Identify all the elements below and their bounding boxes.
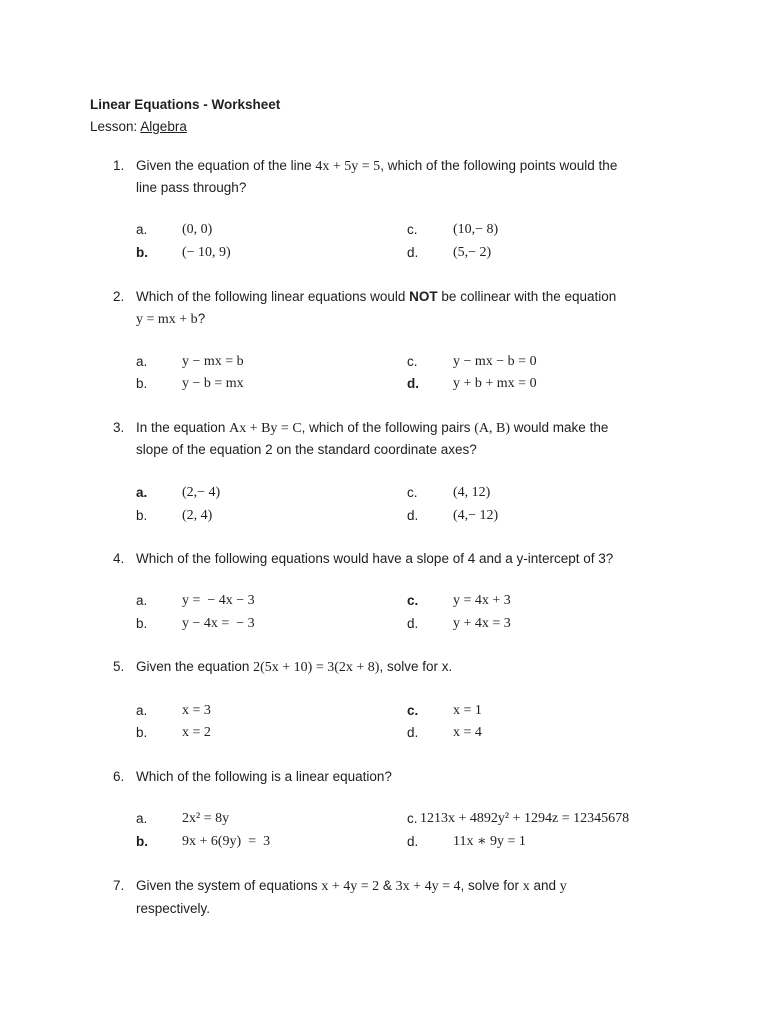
lesson-line xyxy=(90,116,280,138)
option-letter: a. xyxy=(136,485,148,500)
math-expression: x + 4y = 2 xyxy=(321,879,380,894)
math-expression: y = mx + b xyxy=(136,312,198,327)
math-expression: 3x + 4y = 4 xyxy=(395,879,461,894)
option-letter: a. xyxy=(136,222,148,237)
option-letter: a. xyxy=(136,354,148,369)
question-text: Given the system of equations x + 4y = 2 & 3x + 4y = 4, solve for x and y xyxy=(136,878,567,894)
option-letter: b. xyxy=(136,616,148,631)
question-text: Which of the following equations would have a slope of 4 and a y-intercept of 3? xyxy=(136,551,614,566)
lesson-link[interactable]: Algebra xyxy=(140,119,187,134)
option-value: (2, 4) xyxy=(182,508,213,523)
math-variable: y xyxy=(559,879,567,894)
option-value: (4, 12) xyxy=(453,485,491,500)
option-letter: d. xyxy=(407,616,419,631)
option-letter: d. xyxy=(407,834,419,849)
option-letter: c. xyxy=(407,703,419,718)
option-value: 1213x + 4892y² + 1294z = 12345678 xyxy=(420,811,630,826)
option-value: 2x² = 8y xyxy=(182,811,230,826)
option-letter: b. xyxy=(136,834,148,849)
option-letter: c. xyxy=(407,354,418,369)
option-value: 11x ∗ 9y = 1 xyxy=(453,834,526,849)
option-value: y + b + mx = 0 xyxy=(453,376,537,391)
option-letter: a. xyxy=(136,703,148,718)
math-expression: (A, B) xyxy=(474,421,511,436)
math-expression: 4x + 5y = 5 xyxy=(315,159,381,174)
option-letter: d. xyxy=(407,245,419,260)
option-value: (2,− 4) xyxy=(182,485,221,500)
option-value: y − 4x = − 3 xyxy=(182,616,255,631)
option-value: y − b = mx xyxy=(182,376,244,391)
option-letter: b. xyxy=(136,376,148,391)
option-value: x = 2 xyxy=(182,725,211,740)
question-number: 2. xyxy=(113,289,125,304)
question-number: 7. xyxy=(113,878,125,893)
question-text-continued: line pass through? xyxy=(136,180,247,195)
question-text: Which of the following is a linear equation? xyxy=(136,769,392,784)
option-letter: c. xyxy=(407,222,418,237)
option-value: y = 4x + 3 xyxy=(453,593,511,608)
option-value: y + 4x = 3 xyxy=(453,616,511,631)
question-text: Given the equation 2(5x + 10) = 3(2x + 8), solve for x. xyxy=(136,659,453,675)
option-value: y = − 4x − 3 xyxy=(182,593,255,608)
option-value: 9x + 6(9y) = 3 xyxy=(182,834,271,849)
option-letter: a. xyxy=(136,593,148,608)
question-text-continued: slope of the equation 2 on the standard coordinate axes? xyxy=(136,442,477,457)
question-number: 3. xyxy=(113,420,125,435)
option-letter: b. xyxy=(136,725,148,740)
option-value: x = 4 xyxy=(453,725,482,740)
math-variable: x xyxy=(522,879,530,894)
option-value: (5,− 2) xyxy=(453,245,492,260)
option-letter: d. xyxy=(407,376,419,391)
option-value: (− 10, 9) xyxy=(182,245,231,260)
question-text: In the equation Ax + By = C, which of the following pairs (A, B) would make the xyxy=(136,420,609,436)
option-letter: d. xyxy=(407,508,419,523)
math-expression: 2(5x + 10) = 3(2x + 8) xyxy=(253,660,380,675)
question-text-continued: y = mx + b? xyxy=(136,311,206,327)
option-letter: c. xyxy=(407,593,419,608)
option-letter: b. xyxy=(136,245,148,260)
question-text: Which of the following linear equations would NOT be collinear with the equation xyxy=(136,289,617,304)
option-value: y − mx = b xyxy=(182,354,244,369)
option-letter: d. xyxy=(407,725,419,740)
question-number: 1. xyxy=(113,158,125,173)
option-value: (0, 0) xyxy=(182,222,213,237)
option-letter: a. xyxy=(136,811,148,826)
option-letter: c. xyxy=(407,811,418,826)
option-value: (10,− 8) xyxy=(453,222,499,237)
option-value: y − mx − b = 0 xyxy=(453,354,537,369)
question-text-continued: respectively. xyxy=(136,901,211,916)
question-text: Given the equation of the line 4x + 5y = 5, which of the following points would the xyxy=(136,158,618,174)
worksheet-header xyxy=(90,94,280,138)
option-letter: b. xyxy=(136,508,148,523)
option-value: (4,− 12) xyxy=(453,508,499,523)
option-letter: c. xyxy=(407,485,418,500)
question-number: 4. xyxy=(113,551,125,566)
emphasis-not: NOT xyxy=(409,289,438,304)
worksheet-title: Linear Equations - Worksheet xyxy=(90,97,281,112)
question-number: 6. xyxy=(113,769,125,784)
math-expression: Ax + By = C xyxy=(229,421,302,436)
option-value: x = 3 xyxy=(182,703,211,718)
lesson-label: Lesson: xyxy=(90,119,141,134)
option-value: x = 1 xyxy=(453,703,482,718)
question-number: 5. xyxy=(113,659,125,674)
